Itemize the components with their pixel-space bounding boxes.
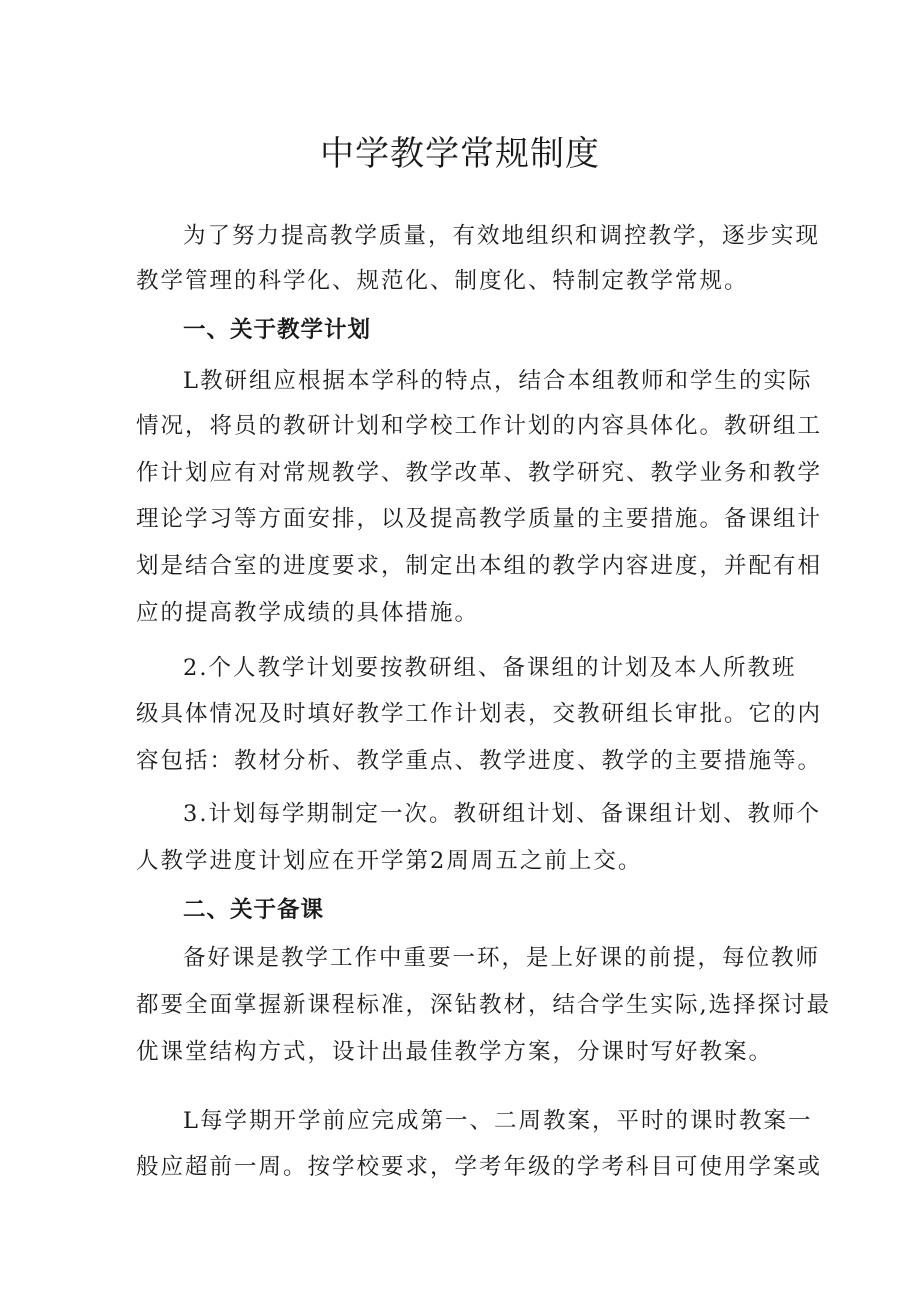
paragraph-line: 作计划应有对常规教学、教学改革、教学研究、教学业务和教学 xyxy=(136,460,823,486)
paragraph-line: 划是结合室的进度要求，制定出本组的教学内容进度，并配有相 xyxy=(136,553,823,579)
paragraph-line: 备好课是教学工作中重要一环，是上好课的前提，每位教师 xyxy=(183,945,821,971)
paragraph-line: 都要全面掌握新课程标准，深钻教材，结合学生实际,选择探讨最 xyxy=(136,992,832,1018)
paragraph-line: 理论学习等方面安排，以及提高教学质量的主要措施。备课组计 xyxy=(136,506,823,532)
section-heading-prep: 二、关于备课 xyxy=(183,897,325,923)
paragraph-line: 优课堂结构方式，设计出最佳教学方案，分课时写好教案。 xyxy=(136,1039,774,1065)
paragraph-line: 情况，将员的教研计划和学校工作计划的内容具体化。教研组工 xyxy=(136,413,823,439)
intro-line: 为了努力提高教学质量，有效地组织和调控教学，逐步实现 xyxy=(183,223,821,249)
section-heading-plan: 一、关于教学计划 xyxy=(183,317,372,343)
intro-line: 教学管理的科学化、规范化、制度化、特制定教学常规。 xyxy=(136,268,749,294)
paragraph-line: 2.个人教学计划要按教研组、备课组的计划及本人所教班 xyxy=(183,655,797,681)
paragraph-line: 应的提高教学成绩的具体措施。 xyxy=(136,600,480,626)
paragraph-line: L教研组应根据本学科的特点，结合本组教师和学生的实际 xyxy=(183,368,813,394)
paragraph-line: 级具体情况及时填好教学工作计划表，交教研组长审批。它的内 xyxy=(136,701,823,727)
paragraph-line: L每学期开学前应完成第一、二周教案，平时的课时教案一 xyxy=(183,1108,813,1134)
paragraph-line: 容包括：教材分析、教学重点、教学进度、教学的主要措施等。 xyxy=(136,748,823,774)
paragraph-line: 人教学进度计划应在开学第2周周五之前上交。 xyxy=(136,848,643,874)
paragraph-line: 3.计划每学期制定一次。教研组计划、备课组计划、教师个 xyxy=(183,801,821,827)
document-title: 中学教学常规制度 xyxy=(320,134,600,174)
paragraph-line: 般应超前一周。按学校要求，学考年级的学考科目可使用学案或 xyxy=(136,1154,823,1180)
